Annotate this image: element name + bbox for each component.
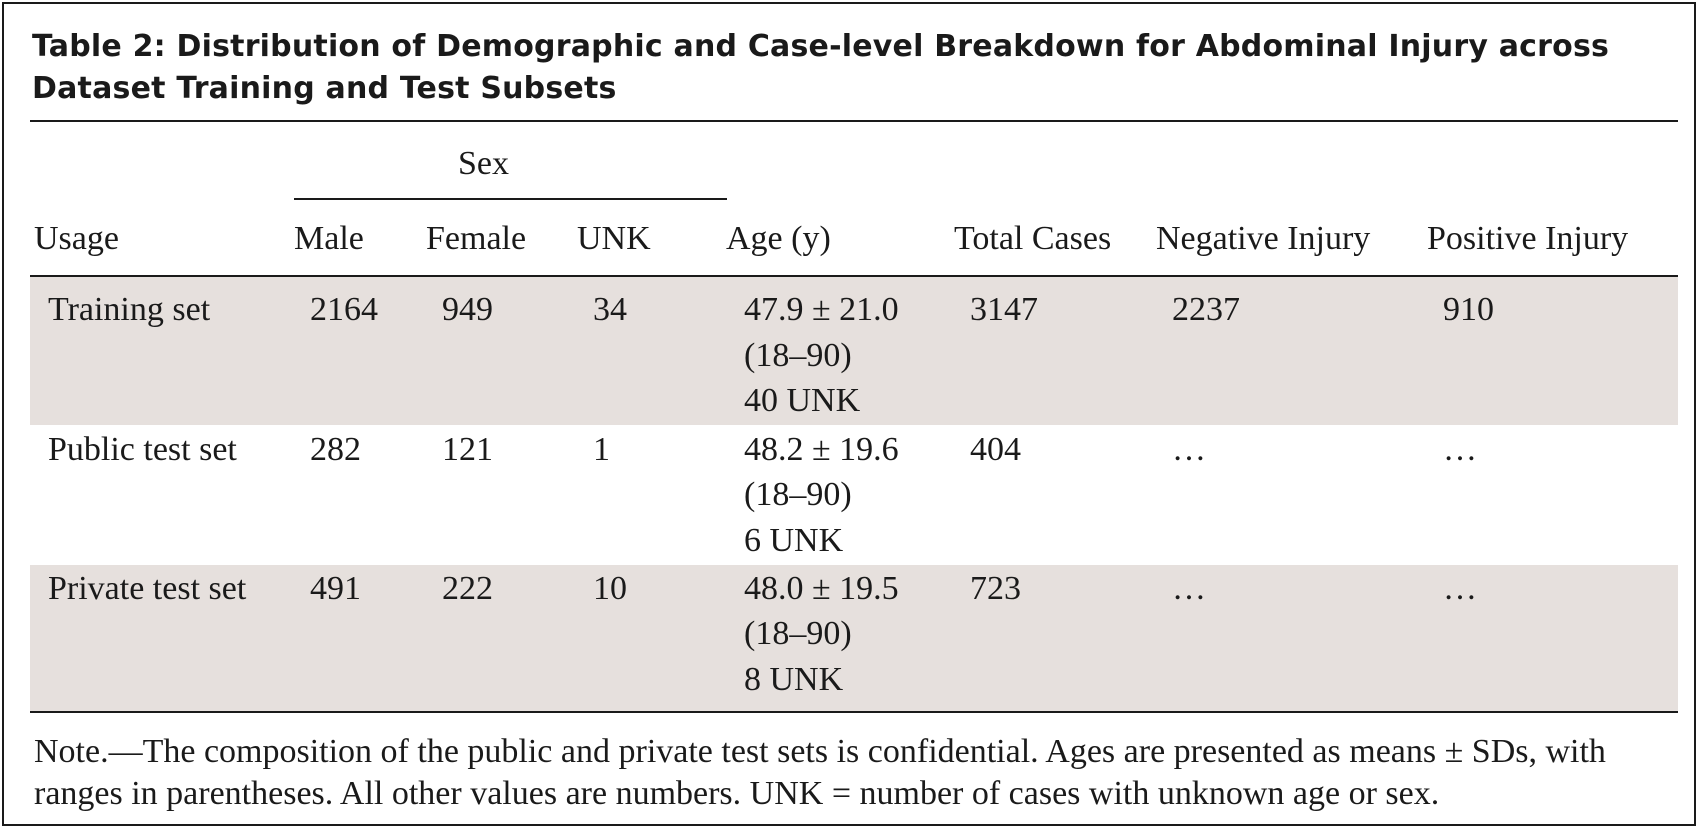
bottom-rule [30,711,1678,713]
row-negative: 2237 [1172,291,1240,328]
top-rule [30,120,1678,122]
table-title: Table 2: Distribution of Demographic and Case-level Breakdown for Abdominal Injury across Dataset Training and Test Subsets [32,29,1610,106]
sex-group-rule [294,198,727,200]
row-age-unk: 6 UNK [744,522,844,559]
row-usage: Private test set [48,570,247,607]
row-positive: … [1443,570,1477,607]
row-unk: 34 [593,291,627,328]
row-male: 2164 [310,291,378,328]
row-negative: … [1172,431,1206,468]
row-age-unk: 40 UNK [744,382,861,419]
row-age-mean: 48.0 ± 19.5 [744,570,899,607]
row-female: 121 [442,431,493,468]
row-age-mean: 47.9 ± 21.0 [744,291,899,328]
row-female: 222 [442,570,493,607]
header-female: Female [426,220,527,257]
row-usage: Public test set [48,431,237,468]
header-usage: Usage [34,220,119,257]
row-age-range: (18–90) [744,337,852,374]
header-total: Total Cases [954,220,1112,257]
row-total: 404 [970,431,1021,468]
row-age-unk: 8 UNK [744,661,844,698]
table-frame [2,2,1696,826]
header-positive: Positive Injury [1427,220,1629,257]
header-age: Age (y) [726,220,831,257]
row-age-mean: 48.2 ± 19.6 [744,431,899,468]
header-unk: UNK [577,220,651,257]
sex-group-header: Sex [458,145,509,182]
row-age-range: (18–90) [744,615,852,652]
row-male: 491 [310,570,361,607]
table-note: Note.—The composition of the public and private test sets is confidential. Ages are presented as means ± SDs, with ranges in parentheses. All other values are numbers. UNK = number of cases with unknown age or sex. [34,733,1606,812]
row-unk: 10 [593,570,627,607]
row-positive: … [1443,431,1477,468]
row-usage: Training set [48,291,211,328]
row-total: 3147 [970,291,1038,328]
header-male: Male [294,220,364,257]
row-male: 282 [310,431,361,468]
row-negative: … [1172,570,1206,607]
row-female: 949 [442,291,493,328]
row-unk: 1 [593,431,610,468]
row-positive: 910 [1443,291,1494,328]
row-total: 723 [970,570,1021,607]
row-age-range: (18–90) [744,476,852,513]
header-negative: Negative Injury [1156,220,1371,257]
